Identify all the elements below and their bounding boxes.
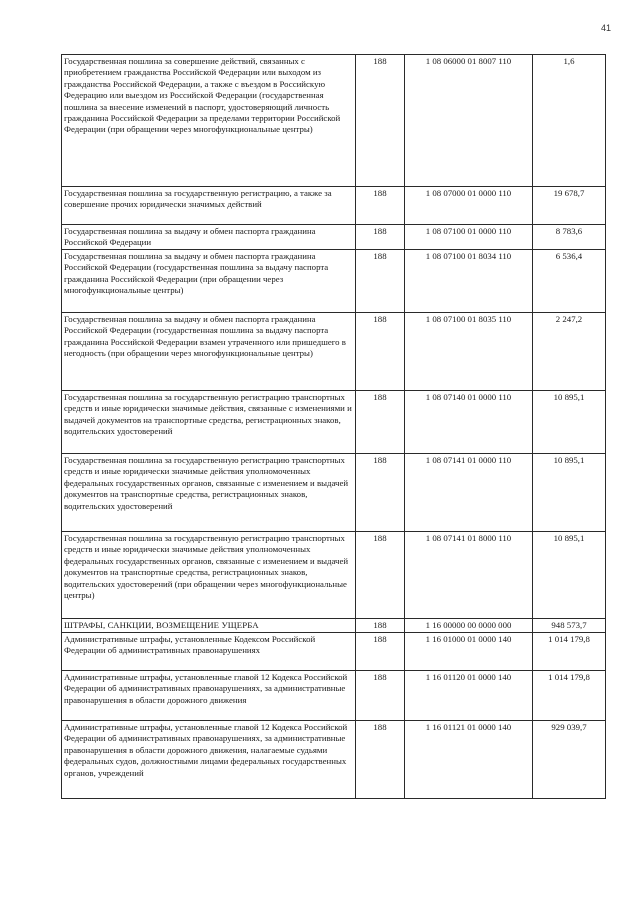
cell-amount: 1 014 179,8 <box>533 633 606 671</box>
cell-admin-code: 188 <box>356 187 405 225</box>
cell-name: ШТРАФЫ, САНКЦИИ, ВОЗМЕЩЕНИЕ УЩЕРБА <box>62 619 356 633</box>
cell-amount: 10 895,1 <box>533 391 606 454</box>
cell-admin-code: 188 <box>356 671 405 721</box>
cell-amount: 1 014 179,8 <box>533 671 606 721</box>
table-row <box>62 532 606 619</box>
cell-name: Государственная пошлина за государственную регистрацию транспортных средств и иные юридически значимые действия, связанные с изменениями и выдачей документов на транспортные средства, регистрационных знаков, водительских удостоверений <box>62 391 356 454</box>
table-row <box>62 391 606 454</box>
cell-admin-code: 188 <box>356 250 405 313</box>
cell-admin-code: 188 <box>356 619 405 633</box>
cell-name: Государственная пошлина за выдачу и обмен паспорта гражданина Российской Федерации (государственная пошлина за выдачу паспорта гражданина Российской Федерации взамен утраченного или пришедшего в негодность (при обращении через многофункциональные центры) <box>62 313 356 391</box>
cell-admin-code: 188 <box>356 454 405 532</box>
cell-name: Государственная пошлина за выдачу и обмен паспорта гражданина Российской Федерации <box>62 225 356 250</box>
cell-budget-code: 1 08 07100 01 8035 110 <box>405 313 533 391</box>
cell-amount: 10 895,1 <box>533 454 606 532</box>
cell-admin-code: 188 <box>356 225 405 250</box>
page-number: 41 <box>601 23 612 33</box>
cell-budget-code: 1 08 07140 01 0000 110 <box>405 391 533 454</box>
table-row <box>62 721 606 799</box>
cell-admin-code: 188 <box>356 633 405 671</box>
cell-budget-code: 1 08 07100 01 8034 110 <box>405 250 533 313</box>
cell-name: Государственная пошлина за государственную регистрацию, а также за совершение прочих юридически значимых действий <box>62 187 356 225</box>
cell-admin-code: 188 <box>356 532 405 619</box>
cell-budget-code: 1 08 07141 01 8000 110 <box>405 532 533 619</box>
cell-amount: 10 895,1 <box>533 532 606 619</box>
cell-amount: 8 783,6 <box>533 225 606 250</box>
cell-name: Административные штрафы, установленные главой 12 Кодекса Российской Федерации об административных правонарушениях, за административные правонарушения в области дорожного движения <box>62 671 356 721</box>
cell-budget-code: 1 16 01000 01 0000 140 <box>405 633 533 671</box>
revenue-table <box>61 54 606 799</box>
cell-amount: 1,6 <box>533 55 606 187</box>
cell-admin-code: 188 <box>356 313 405 391</box>
table-row <box>62 55 606 187</box>
cell-amount: 929 039,7 <box>533 721 606 799</box>
cell-amount: 6 536,4 <box>533 250 606 313</box>
cell-admin-code: 188 <box>356 721 405 799</box>
cell-budget-code: 1 08 07100 01 0000 110 <box>405 225 533 250</box>
cell-name: Государственная пошлина за совершение действий, связанных с приобретением гражданства Российской Федерации или выходом из гражданства Российской Федерации, а также с въездом в Российскую Федерацию или выездом из Российской Федерации (государственная пошлина за внесение изменений в паспорт, удостоверяющий личность гражданина Российской Федерации за пределами территории Российской Федерации (при обращении через многофункциональные центры) <box>62 55 356 187</box>
cell-admin-code: 188 <box>356 55 405 187</box>
table-row <box>62 250 606 313</box>
cell-name: Государственная пошлина за государственную регистрацию транспортных средств и иные юридически значимые действия уполномоченных федеральных государственных органов, связанные с изменением и выдачей документов на транспортные средства, регистрационных знаков, водительских удостоверений (при обращении через многофункциональные центры) <box>62 532 356 619</box>
cell-amount: 19 678,7 <box>533 187 606 225</box>
table-row <box>62 225 606 250</box>
cell-budget-code: 1 16 01121 01 0000 140 <box>405 721 533 799</box>
table-row <box>62 187 606 225</box>
cell-name: Административные штрафы, установленные главой 12 Кодекса Российской Федерации об административных правонарушениях, за административные правонарушения в области дорожного движения, налагаемые судьями федеральных судов, должностными лицами федеральных государственных органов, учреждений <box>62 721 356 799</box>
cell-budget-code: 1 08 06000 01 8007 110 <box>405 55 533 187</box>
cell-name: Государственная пошлина за государственную регистрацию транспортных средств и иные юридически значимые действия уполномоченных федеральных государственных органов, связанные с изменением и выдачей документов на транспортные средства, регистрационных знаков, водительских удостоверений <box>62 454 356 532</box>
table-row <box>62 619 606 633</box>
cell-budget-code: 1 16 01120 01 0000 140 <box>405 671 533 721</box>
cell-budget-code: 1 16 00000 00 0000 000 <box>405 619 533 633</box>
cell-budget-code: 1 08 07141 01 0000 110 <box>405 454 533 532</box>
cell-name: Государственная пошлина за выдачу и обмен паспорта гражданина Российской Федерации (государственная пошлина за выдачу паспорта гражданина Российской Федерации (при обращении через многофункциональные центры) <box>62 250 356 313</box>
table-row <box>62 633 606 671</box>
cell-amount: 948 573,7 <box>533 619 606 633</box>
cell-amount: 2 247,2 <box>533 313 606 391</box>
table-row <box>62 313 606 391</box>
table-row <box>62 454 606 532</box>
table-row <box>62 671 606 721</box>
cell-admin-code: 188 <box>356 391 405 454</box>
cell-budget-code: 1 08 07000 01 0000 110 <box>405 187 533 225</box>
cell-name: Административные штрафы, установленные Кодексом Российской Федерации об административных правонарушениях <box>62 633 356 671</box>
